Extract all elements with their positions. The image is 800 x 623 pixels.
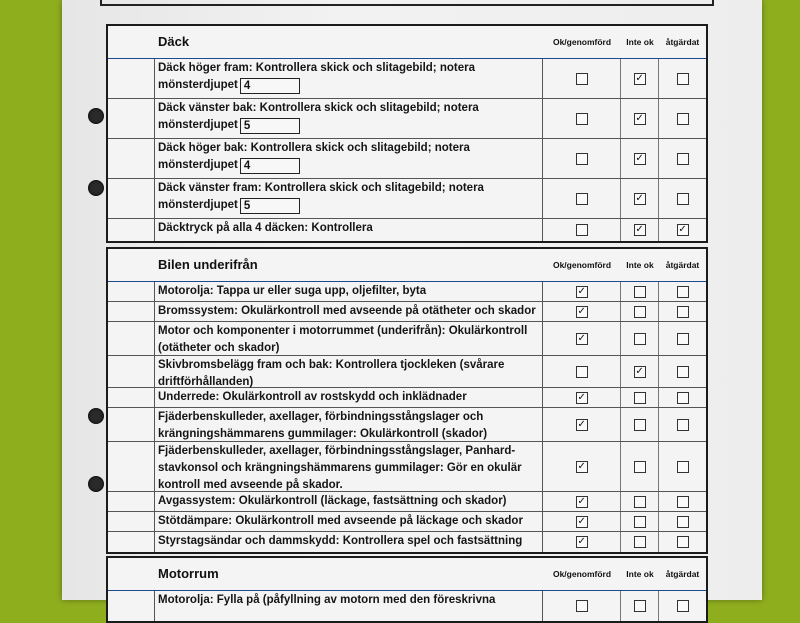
cell-inte-ok	[621, 532, 659, 552]
cell-atgardat	[659, 99, 706, 138]
previous-section-border	[100, 0, 714, 6]
row-description	[155, 322, 543, 355]
checkbox-ok[interactable]: ✓	[577, 536, 586, 547]
row-margin	[108, 512, 155, 531]
row-text: Fjäderbenskulleder, axellager, förbindningsstångslager och krängningshämmarens gummilager: Okulärkontroll (skador)	[158, 411, 488, 440]
cell-atgardat	[659, 492, 706, 511]
cell-ok	[543, 388, 621, 407]
checklist-row	[108, 179, 706, 219]
cell-inte-ok	[621, 302, 659, 321]
checkbox-atgardat[interactable]	[677, 461, 689, 473]
cell-atgardat	[659, 302, 706, 321]
row-description	[155, 179, 543, 218]
row-text: Bromssystem: Okulärkontroll med avseende på otätheter och skador	[158, 305, 536, 317]
row-description	[155, 302, 543, 321]
row-text: Styrstagsändar och dammskydd: Kontrollera spel och fastsättning	[158, 535, 523, 547]
cell-ok	[543, 408, 621, 441]
checkbox-ok[interactable]: ✓	[577, 515, 586, 527]
checkbox-atgardat[interactable]	[677, 536, 689, 548]
row-text: Motor och komponenter i motorrummet (underifrån): Okulärkontroll (otätheter och skador)	[158, 325, 528, 354]
tread-depth-label: mönsterdjupet	[158, 79, 238, 91]
row-margin	[108, 356, 155, 387]
cell-ok	[543, 591, 621, 621]
row-description	[155, 99, 543, 138]
checkbox-ok[interactable]: ✓	[577, 332, 586, 344]
tread-depth-line	[158, 157, 539, 174]
checkbox-ok[interactable]	[576, 73, 588, 85]
tread-depth-field[interactable]: 4	[240, 78, 300, 94]
section-header	[108, 249, 706, 282]
cell-ok	[543, 99, 621, 138]
column-ok-header: Ok/genomförd	[552, 569, 612, 579]
cell-ok	[543, 532, 621, 552]
checkbox-inte-ok[interactable]: ✓	[635, 112, 644, 124]
tread-depth-field[interactable]: 4	[240, 158, 300, 174]
checkbox-ok[interactable]: ✓	[577, 285, 586, 297]
checkbox-atgardat[interactable]	[677, 496, 689, 508]
checkbox-ok[interactable]: ✓	[577, 391, 586, 403]
section-title: Motorrum	[158, 566, 219, 581]
cell-atgardat	[659, 322, 706, 355]
checklist-row	[108, 408, 706, 442]
column-ok-header: Ok/genomförd	[552, 37, 612, 47]
checkbox-inte-ok[interactable]	[634, 419, 646, 431]
row-description	[155, 442, 543, 491]
cell-ok	[543, 219, 621, 241]
checkbox-inte-ok[interactable]: ✓	[635, 152, 644, 164]
checkbox-atgardat[interactable]	[677, 333, 689, 345]
section-0-table	[106, 24, 708, 243]
checklist-row	[108, 591, 706, 621]
cell-inte-ok	[621, 492, 659, 511]
row-margin	[108, 442, 155, 491]
checkbox-inte-ok[interactable]	[634, 600, 646, 612]
checkbox-ok[interactable]	[576, 600, 588, 612]
row-margin	[108, 219, 155, 241]
row-margin	[108, 591, 155, 621]
cell-atgardat	[659, 59, 706, 98]
row-description	[155, 388, 543, 407]
column-atgardat-header: åtgärdat	[665, 37, 700, 47]
checkbox-inte-ok[interactable]: ✓	[635, 224, 644, 235]
checkbox-atgardat[interactable]	[677, 419, 689, 431]
cell-atgardat	[659, 388, 706, 407]
checklist-row	[108, 388, 706, 408]
cell-inte-ok	[621, 99, 659, 138]
cell-ok	[543, 492, 621, 511]
row-description	[155, 219, 543, 241]
row-text: Stötdämpare: Okulärkontroll med avseende på läckage och skador	[158, 515, 523, 527]
cell-ok	[543, 322, 621, 355]
checklist-row	[108, 99, 706, 139]
row-description	[155, 356, 543, 387]
cell-inte-ok	[621, 356, 659, 387]
row-text: Avgassystem: Okulärkontroll (läckage, fastsättning och skador)	[158, 495, 507, 507]
row-margin	[108, 139, 155, 178]
column-atgardat-header: åtgärdat	[665, 260, 700, 270]
cell-atgardat	[659, 139, 706, 178]
section-header	[108, 558, 706, 591]
row-margin	[108, 492, 155, 511]
section-1-table	[106, 247, 708, 554]
checkbox-atgardat[interactable]: ✓	[678, 224, 687, 235]
row-description	[155, 282, 543, 301]
checklist-row	[108, 442, 706, 492]
tread-depth-field[interactable]: 5	[240, 118, 300, 134]
checkbox-ok[interactable]: ✓	[577, 460, 586, 472]
binder-hole	[88, 180, 104, 196]
checklist-row	[108, 219, 706, 241]
row-margin	[108, 179, 155, 218]
checkbox-ok[interactable]	[576, 366, 588, 378]
cell-inte-ok	[621, 388, 659, 407]
cell-ok	[543, 302, 621, 321]
checkbox-atgardat[interactable]	[677, 113, 689, 125]
checkbox-inte-ok[interactable]	[634, 516, 646, 528]
cell-atgardat	[659, 532, 706, 552]
tread-depth-label: mönsterdjupet	[158, 159, 238, 171]
checkbox-inte-ok[interactable]	[634, 536, 646, 548]
checklist-row	[108, 492, 706, 512]
checkbox-ok[interactable]: ✓	[577, 418, 586, 430]
cell-ok	[543, 282, 621, 301]
cell-atgardat	[659, 356, 706, 387]
cell-atgardat	[659, 282, 706, 301]
tread-depth-label: mönsterdjupet	[158, 199, 238, 211]
cell-atgardat	[659, 591, 706, 621]
row-text: Däck vänster bak: Kontrollera skick och slitagebild; notera	[158, 102, 479, 114]
cell-atgardat	[659, 408, 706, 441]
row-description	[155, 512, 543, 531]
row-text: Fjäderbenskulleder, axellager, förbindningsstångslager, Panhard-stavkonsol och krängningshämmarens gummilager: Gör en okulär kontroll med avseende på skador.	[158, 445, 522, 491]
checkbox-inte-ok[interactable]	[634, 392, 646, 404]
checklist-row	[108, 59, 706, 99]
checkbox-inte-ok[interactable]	[634, 333, 646, 345]
column-atgardat-header: åtgärdat	[665, 569, 700, 579]
checkbox-inte-ok[interactable]	[634, 286, 646, 298]
row-description	[155, 408, 543, 441]
section-2-table	[106, 556, 708, 623]
checklist-row	[108, 512, 706, 532]
tread-depth-line	[158, 197, 539, 214]
cell-atgardat	[659, 179, 706, 218]
row-text: Motorolja: Tappa ur eller suga upp, oljefilter, byta	[158, 285, 427, 297]
row-description	[155, 139, 543, 178]
cell-inte-ok	[621, 591, 659, 621]
cell-atgardat	[659, 512, 706, 531]
cell-atgardat	[659, 219, 706, 241]
cell-inte-ok	[621, 322, 659, 355]
checkbox-atgardat[interactable]	[677, 366, 689, 378]
row-text: Motorolja: Fylla på (påfyllning av motorn med den föreskrivna	[158, 594, 496, 606]
section-header	[108, 26, 706, 59]
checklist-row	[108, 302, 706, 322]
tread-depth-line	[158, 77, 539, 94]
checkbox-inte-ok[interactable]	[634, 461, 646, 473]
checkbox-ok[interactable]	[576, 193, 588, 205]
section-title: Bilen underifrån	[158, 257, 258, 272]
row-text: Däck höger bak: Kontrollera skick och slitagebild; notera	[158, 142, 470, 154]
row-description	[155, 532, 543, 552]
checkbox-inte-ok[interactable]	[634, 306, 646, 318]
column-ok-header: Ok/genomförd	[552, 260, 612, 270]
binder-hole	[88, 408, 104, 424]
cell-ok	[543, 356, 621, 387]
cell-ok	[543, 139, 621, 178]
row-text: Däck vänster fram: Kontrollera skick och slitagebild; notera	[158, 182, 484, 194]
column-inte-ok-header: Inte ok	[626, 569, 654, 579]
cell-ok	[543, 179, 621, 218]
tread-depth-field[interactable]: 5	[240, 198, 300, 214]
binder-hole	[88, 108, 104, 124]
row-text: Underrede: Okulärkontroll av rostskydd och inklädnader	[158, 391, 467, 403]
binder-hole	[88, 476, 104, 492]
cell-inte-ok	[621, 219, 659, 241]
row-margin	[108, 388, 155, 407]
row-margin	[108, 59, 155, 98]
column-inte-ok-header: Inte ok	[626, 260, 654, 270]
section-title: Däck	[158, 34, 190, 49]
row-margin	[108, 302, 155, 321]
checkbox-atgardat[interactable]	[677, 153, 689, 165]
tread-depth-line	[158, 117, 539, 134]
cell-inte-ok	[621, 179, 659, 218]
row-text: Däck höger fram: Kontrollera skick och slitagebild; notera	[158, 62, 475, 74]
cell-inte-ok	[621, 512, 659, 531]
checkbox-atgardat[interactable]	[677, 306, 689, 318]
checkbox-atgardat[interactable]	[677, 392, 689, 404]
checklist-row	[108, 322, 706, 356]
cell-atgardat	[659, 442, 706, 491]
tread-depth-label: mönsterdjupet	[158, 119, 238, 131]
cell-inte-ok	[621, 59, 659, 98]
row-text: Däcktryck på alla 4 däcken: Kontrollera	[158, 222, 373, 234]
checklist-row	[108, 356, 706, 388]
cell-inte-ok	[621, 442, 659, 491]
checkbox-inte-ok[interactable]: ✓	[635, 365, 644, 377]
checkbox-inte-ok[interactable]: ✓	[635, 72, 644, 84]
row-margin	[108, 532, 155, 552]
checkbox-atgardat[interactable]	[677, 516, 689, 528]
cell-ok	[543, 59, 621, 98]
row-margin	[108, 99, 155, 138]
checkbox-inte-ok[interactable]: ✓	[635, 192, 644, 204]
row-text: Skivbromsbelägg fram och bak: Kontrollera tjockleken (svårare driftförhållanden)	[158, 359, 505, 388]
cell-ok	[543, 512, 621, 531]
checkbox-ok[interactable]	[576, 113, 588, 125]
column-inte-ok-header: Inte ok	[626, 37, 654, 47]
checkbox-ok[interactable]	[576, 153, 588, 165]
row-margin	[108, 322, 155, 355]
checkbox-ok[interactable]: ✓	[577, 305, 586, 317]
cell-ok	[543, 442, 621, 491]
checkbox-ok[interactable]	[576, 224, 588, 236]
checkbox-atgardat[interactable]	[677, 286, 689, 298]
row-description	[155, 492, 543, 511]
checkbox-ok[interactable]: ✓	[577, 495, 586, 507]
cell-inte-ok	[621, 139, 659, 178]
cell-inte-ok	[621, 408, 659, 441]
cell-inte-ok	[621, 282, 659, 301]
checkbox-inte-ok[interactable]	[634, 496, 646, 508]
row-description	[155, 591, 543, 621]
checkbox-atgardat[interactable]	[677, 73, 689, 85]
row-margin	[108, 408, 155, 441]
checklist-row	[108, 532, 706, 552]
checklist-row	[108, 282, 706, 302]
checklist-row	[108, 139, 706, 179]
row-description	[155, 59, 543, 98]
checkbox-atgardat[interactable]	[677, 600, 689, 612]
checkbox-atgardat[interactable]	[677, 193, 689, 205]
row-margin	[108, 282, 155, 301]
